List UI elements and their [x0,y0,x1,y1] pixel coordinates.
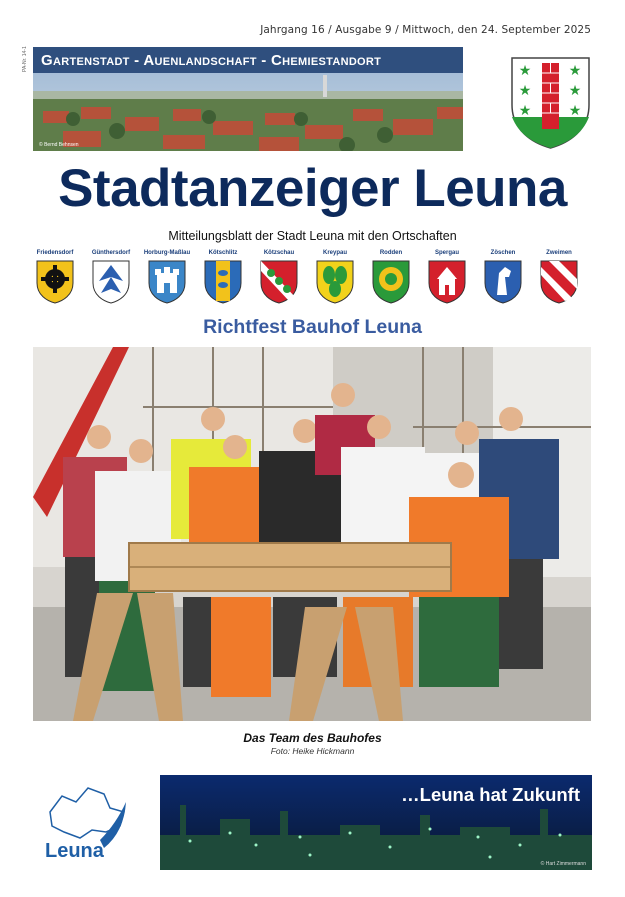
svg-text:★: ★ [568,83,582,99]
village-kreypau [310,250,360,305]
bend-crest-icon [539,259,579,305]
village-friedensdorf [30,250,80,305]
village-name: Kötzschau [263,250,295,256]
svg-text:★: ★ [518,83,532,99]
town-banner [33,47,463,151]
oak-leaves-crest-icon [315,259,355,305]
church-crest-icon [427,259,467,305]
leuna-logo-text: Leuna [45,840,104,862]
village-zweimen [534,250,584,305]
roses-crest-icon [259,259,299,305]
village-koetschlitz [198,250,248,305]
village-name: Kötschlitz [208,250,238,256]
story-headline: Richtfest Bauhof Leuna [203,316,422,338]
village-rodden [366,250,416,305]
village-koetzschau [254,250,304,305]
village-zoeschen [478,250,528,305]
future-slogan: …Leuna hat Zukunft [401,784,580,805]
horse-crest-icon [483,259,523,305]
future-banner [160,775,592,870]
side-note: PA-Nr. 14-1 [22,46,28,72]
village-spergau [422,250,472,305]
village-name: Zweimen [546,250,572,256]
photo-caption: Das Team des Bauhofes [243,731,382,745]
masthead-title: Stadtanzeiger Leuna [58,159,567,218]
banner-title: Gartenstadt - Auenlandschaft - Chemiestandort [33,47,463,73]
village-name: Kreypau [322,250,347,256]
issue-line: Jahrgang 16 / Ausgabe 9 / Mittwoch, den 24. September 2025 [260,24,591,36]
village-horburg-masslau [142,250,192,305]
village-name: Spergau [434,250,459,256]
photo-credit: Foto: Heike Hickmann [270,746,355,756]
svg-text:★: ★ [518,63,532,79]
village-name: Günthersdorf [91,250,131,256]
team-photo-image [33,347,591,721]
castle-crest-icon [147,259,187,305]
banner-credit: © Bernd Behnsen [39,142,79,148]
masthead-subtitle: Mitteilungsblatt der Stadt Leuna mit den Ortschaften [168,229,457,243]
wheel-crest-icon [371,259,411,305]
village-name: Friedensdorf [36,250,74,256]
future-banner-credit: © Hart Zimmermann [540,861,586,867]
svg-text:★: ★ [568,63,582,79]
village-guenthersdorf [86,250,136,305]
village-crests [30,250,596,310]
team-photo [33,347,591,721]
village-name: Rodden [379,250,403,256]
leaf-crest-icon [91,259,131,305]
svg-text:★: ★ [518,103,532,119]
fish-crest-icon [203,259,243,305]
village-name: Zöschen [490,250,516,256]
svg-text:★: ★ [568,103,582,119]
village-name: Horburg-Maßlau [143,250,191,256]
leuna-crest-icon [509,55,592,150]
gear-crest-icon [35,259,75,305]
